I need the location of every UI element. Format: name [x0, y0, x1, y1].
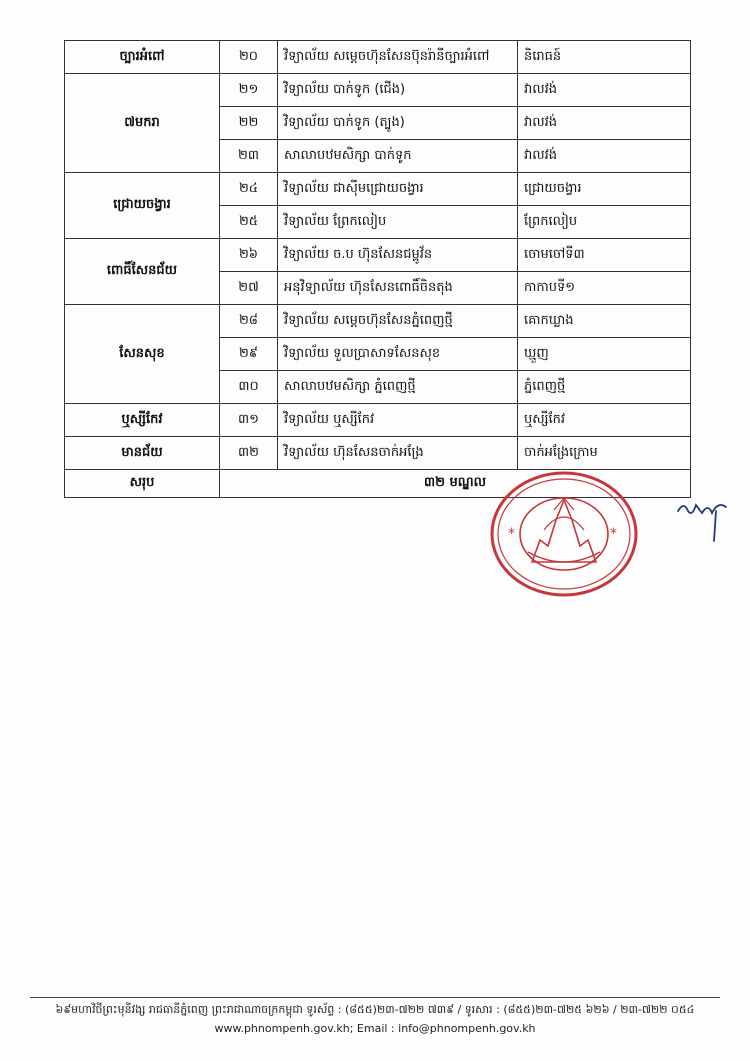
- total-value: ៣២ មណ្ឌល: [220, 470, 691, 498]
- number-cell: ២៣: [220, 140, 278, 173]
- number-cell: ៣០: [220, 371, 278, 404]
- svg-text:*: *: [508, 526, 515, 542]
- number-cell: ៣២: [220, 437, 278, 470]
- school-cell: វិទ្យាល័យ បាក់ទូក (ត្បូង): [278, 107, 518, 140]
- district-cell: ជ្រោយចង្វារ: [65, 173, 220, 239]
- table-row: [65, 74, 691, 107]
- number-cell: ២៩: [220, 338, 278, 371]
- school-cell: វិទ្យាល័យ សម្តេចហ៊ុនសែនប៊ុនរ៉ានីច្បារអំពៅ: [278, 41, 518, 74]
- location-cell: ភ្នំពេញថ្មី: [518, 371, 691, 404]
- location-cell: ឃ្មួញ: [518, 338, 691, 371]
- district-cell: សែនសុខ: [65, 305, 220, 404]
- number-cell: ២៨: [220, 305, 278, 338]
- footer-divider: [30, 997, 720, 998]
- number-cell: ២១: [220, 74, 278, 107]
- table-row: [65, 305, 691, 338]
- number-cell: ២៧: [220, 272, 278, 305]
- total-label: សរុប: [65, 470, 220, 498]
- number-cell: ២០: [220, 41, 278, 74]
- location-cell: ឬស្សីកែវ: [518, 404, 691, 437]
- table-row: [65, 239, 691, 272]
- location-cell: កាកាបទី១: [518, 272, 691, 305]
- school-cell: អនុវិទ្យាល័យ ហ៊ុនសែនពោធិ៍ចិនតុង: [278, 272, 518, 305]
- school-cell: វិទ្យាល័យ ឬស្សីកែវ: [278, 404, 518, 437]
- school-cell: សាលាបឋមសិក្សា ភ្នំពេញថ្មី: [278, 371, 518, 404]
- location-cell: ព្រែកលៀប: [518, 206, 691, 239]
- number-cell: ២៤: [220, 173, 278, 206]
- location-cell: ជ្រោយចង្វារ: [518, 173, 691, 206]
- number-cell: ៣១: [220, 404, 278, 437]
- table-row: [65, 437, 691, 470]
- district-cell: ៧មករា: [65, 74, 220, 173]
- location-cell: វាលវង់: [518, 107, 691, 140]
- school-cell: វិទ្យាល័យ ទួលប្រាសាទសែនសុខ: [278, 338, 518, 371]
- location-cell: ចោមចៅទី៣: [518, 239, 691, 272]
- location-cell: ចាក់អង្រែក្រោម: [518, 437, 691, 470]
- school-cell: វិទ្យាល័យ សម្តេចហ៊ុនសែនភ្នំពេញថ្មី: [278, 305, 518, 338]
- location-cell: វាលវង់: [518, 140, 691, 173]
- location-cell: គោកឃ្លាង: [518, 305, 691, 338]
- table-row: [65, 173, 691, 206]
- number-cell: ២២: [220, 107, 278, 140]
- official-seal-icon: [488, 470, 640, 598]
- school-cell: វិទ្យាល័យ ច.ប ហ៊ុនសែនជម្ពូវ័ន: [278, 239, 518, 272]
- table-row: [65, 41, 691, 74]
- school-cell: វិទ្យាល័យ ព្រែកលៀប: [278, 206, 518, 239]
- school-cell: វិទ្យាល័យ បាក់ទូក (ជើង): [278, 74, 518, 107]
- location-cell: វាលវង់: [518, 74, 691, 107]
- district-cell: ឬស្សីកែវ: [65, 404, 220, 437]
- district-cell: ពោធិ៍សែនជ័យ: [65, 239, 220, 305]
- district-cell: មានជ័យ: [65, 437, 220, 470]
- number-cell: ២៥: [220, 206, 278, 239]
- school-cell: សាលាបឋមសិក្សា បាក់ទូក: [278, 140, 518, 173]
- footer-address: ៦៩មហាវិថីព្រះមុនីវង្ស រាជធានីភ្នំពេញ ព្រះរាជាណាចក្រកម្ពុជា ទូរស័ព្ទ : (៨៥៥)២៣-៧២២ ៧៣៩ / ទូរសារ : (៨៥៥)២៣-៧២៥ ៦២៦ / ២៣-៧២២ ០៥៤: [55, 1003, 695, 1016]
- svg-text:*: *: [610, 526, 617, 542]
- polling-centers-table: [64, 40, 691, 498]
- school-cell: វិទ្យាល័យ ជាស៊ីមជ្រោយចង្វារ: [278, 173, 518, 206]
- footer-contact: www.phnompenh.gov.kh; Email : info@phnompenh.gov.kh: [214, 1022, 536, 1035]
- signature-icon: [676, 497, 728, 543]
- district-cell: ច្បារអំពៅ: [65, 41, 220, 74]
- school-cell: វិទ្យាល័យ ហ៊ុនសែនចាក់អង្រែ: [278, 437, 518, 470]
- table-row: [65, 404, 691, 437]
- location-cell: និរោធន៍: [518, 41, 691, 74]
- number-cell: ២៦: [220, 239, 278, 272]
